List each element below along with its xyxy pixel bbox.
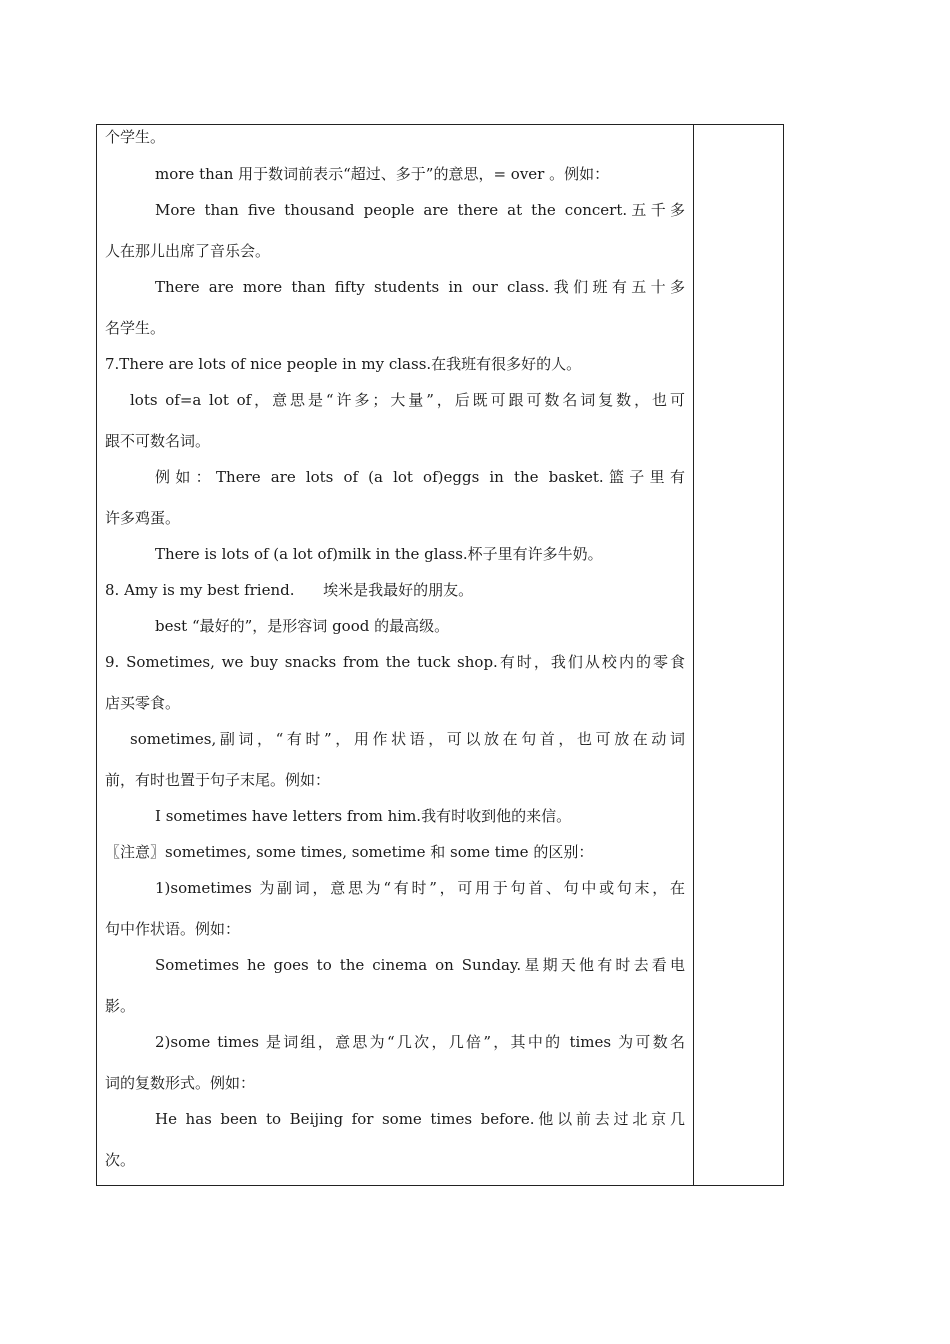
text-line: There are more than fifty students in our class.我们班有五十多 <box>155 278 685 296</box>
text-line: 店买零食。 <box>105 694 181 712</box>
text-line: 个学生。 <box>105 128 166 146</box>
text-line: 〖注意〗sometimes, some times, sometime 和 some time 的区别： <box>105 843 594 861</box>
text-line: I sometimes have letters from him.我有时收到他的来信。 <box>155 807 572 825</box>
text-line: sometimes,副词，“有时”，用作状语，可以放在句首，也可放在动词 <box>130 730 685 748</box>
text-line: best “最好的”，是形容词 good 的最高级。 <box>155 617 450 635</box>
notes-cell <box>694 125 783 1185</box>
text-line: 2)some times 是词组，意思为“几次，几倍”，其中的 times 为可数名 <box>155 1033 685 1051</box>
text-line: 名学生。 <box>105 319 166 337</box>
text-line: lots of=a lot of，意思是“许多；大量”，后既可跟可数名词复数，也可 <box>130 391 685 409</box>
text-line: 词的复数形式。例如： <box>105 1074 256 1092</box>
text-line: 前，有时也置于句子末尾。例如： <box>105 771 331 789</box>
text-line: 人在那儿出席了音乐会。 <box>105 242 271 260</box>
text-line: 1)sometimes 为副词，意思为“有时”，可用于句首、句中或句末，在 <box>155 879 685 897</box>
text-line: 影。 <box>105 997 136 1015</box>
text-line: Sometimes he goes to the cinema on Sunday.星期天他有时去看电 <box>155 956 685 974</box>
text-line: 句中作状语。例如： <box>105 920 241 938</box>
text-line: 8. Amy is my best friend. 埃米是我最好的朋友。 <box>105 581 474 599</box>
text-line: more than 用于数词前表示“超过、多于”的意思，= over 。例如： <box>155 165 610 183</box>
text-line: 次。 <box>105 1151 136 1169</box>
text-line: 许多鸡蛋。 <box>105 509 181 527</box>
text-line: 7.There are lots of nice people in my class.在我班有很多好的人。 <box>105 355 582 373</box>
content-cell <box>97 125 693 1185</box>
document-table <box>96 124 784 1186</box>
text-line: 9. Sometimes, we buy snacks from the tuck shop.有时，我们从校内的零食 <box>105 653 685 671</box>
text-line: 跟不可数名词。 <box>105 432 211 450</box>
text-line: He has been to Beijing for some times before.他以前去过北京几 <box>155 1110 685 1128</box>
text-line: There is lots of (a lot of)milk in the glass.杯子里有许多牛奶。 <box>155 545 603 563</box>
text-line: More than five thousand people are there at the concert.五千多 <box>155 201 685 219</box>
text-line: 例如：There are lots of (a lot of)eggs in the basket.篮子里有 <box>155 468 685 486</box>
